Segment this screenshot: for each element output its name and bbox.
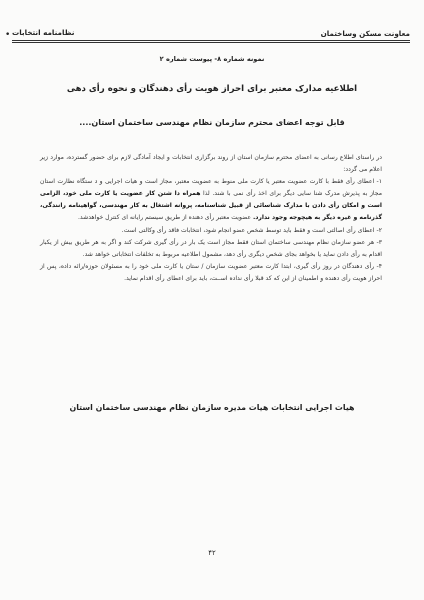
header-right-title: معاونت مسکن وساختمان [320, 29, 410, 38]
corner-mark: • [5, 30, 11, 40]
header-rule [12, 40, 410, 41]
item-1-part-c: عضویت معتبر رأی دهنده از طریق سیستم رایانه ای کنترل خواهدشد. [77, 214, 252, 222]
page-subtitle: قابل توجه اعضای محترم سازمان نظام مهندسی ساختمان استان.... [79, 118, 345, 127]
header-left-title: نظامنامه انتخابات [12, 28, 75, 37]
signature-line: هیات اجرایی انتخابات هیات مدیره سازمان نظام مهندسی ساختمان استان [69, 403, 355, 412]
item-1-bold: همراه دا شتن کار عضویت یا کارت ملی خود، الزامی است و امکان رأی دادن با مدارک شناسائی از قبیل شناسنامه، پروانه اشتغال به کار مهندسی، گواهینامه رانندگی، گذرنامه و غیره دیگر به هیچوجه وجود ندارد. [40, 190, 382, 222]
body-text [40, 152, 382, 285]
item-3: ۳- هر عضو سازمان نظام مهندسی ساختمان استان فقط مجاز است یک بار در رأی گیری شرکت کند و اگر به هر طریق بیش از یکبار اقدام به رأی دادن نماید یا بخواهد بجای شخص دیگری رأی دهد، مشمول اطلاعیه مربوط به تخلفات انتخاباتی خواهد شد. [40, 238, 382, 258]
item-1 [40, 176, 382, 224]
page-title: اطلاعیه مدارک معتبر برای احراز هویت رأی دهندگان و نحوه رأی دهی [66, 84, 358, 94]
item-2: ۲- اعطای رأی اصالتی است و فقط باید توسط شخص عضو انجام شود، انتخابات فاقد رأی وکالتی است. [121, 226, 382, 234]
item-1-part-a: ۱- اعطای رأی فقط با کارت عضویت معتبر یا کارت ملی منوط به عضویت معتبر، مجاز است و هیات اجرایی و د ستگاه نظارت استان مجاز به پذیرش مدرک شنا سایی دیگر برای اخذ رأی نمی با شند. لذا [40, 178, 382, 198]
header-rule-secondary [12, 42, 410, 43]
page-number: ۴۲ [208, 549, 216, 557]
intro-paragraph: در راستای اطلاع رسانی به اعضای محترم سازمان استان از روند برگزاری انتخابات و ایجاد آمادگی لازم برای حضور گسترده، موارد زیر اعلام می گردد: [40, 154, 382, 174]
item-4: ۴- رأی دهندگان در روز رأی گیری، ابتدا کارت معتبر عضویت سازمان / ستان یا کارت ملی خود را به مسئولان حوزه/رائه داده، پس از احراز هویت رأی دهنده و اطمینان از این که کد قبلا رأی نداده اســت، باید برای اعطای رأی اقدام نماید. [40, 262, 382, 282]
sample-label: نمونه شماره ۸- پیوست شماره ۲ [159, 55, 265, 63]
